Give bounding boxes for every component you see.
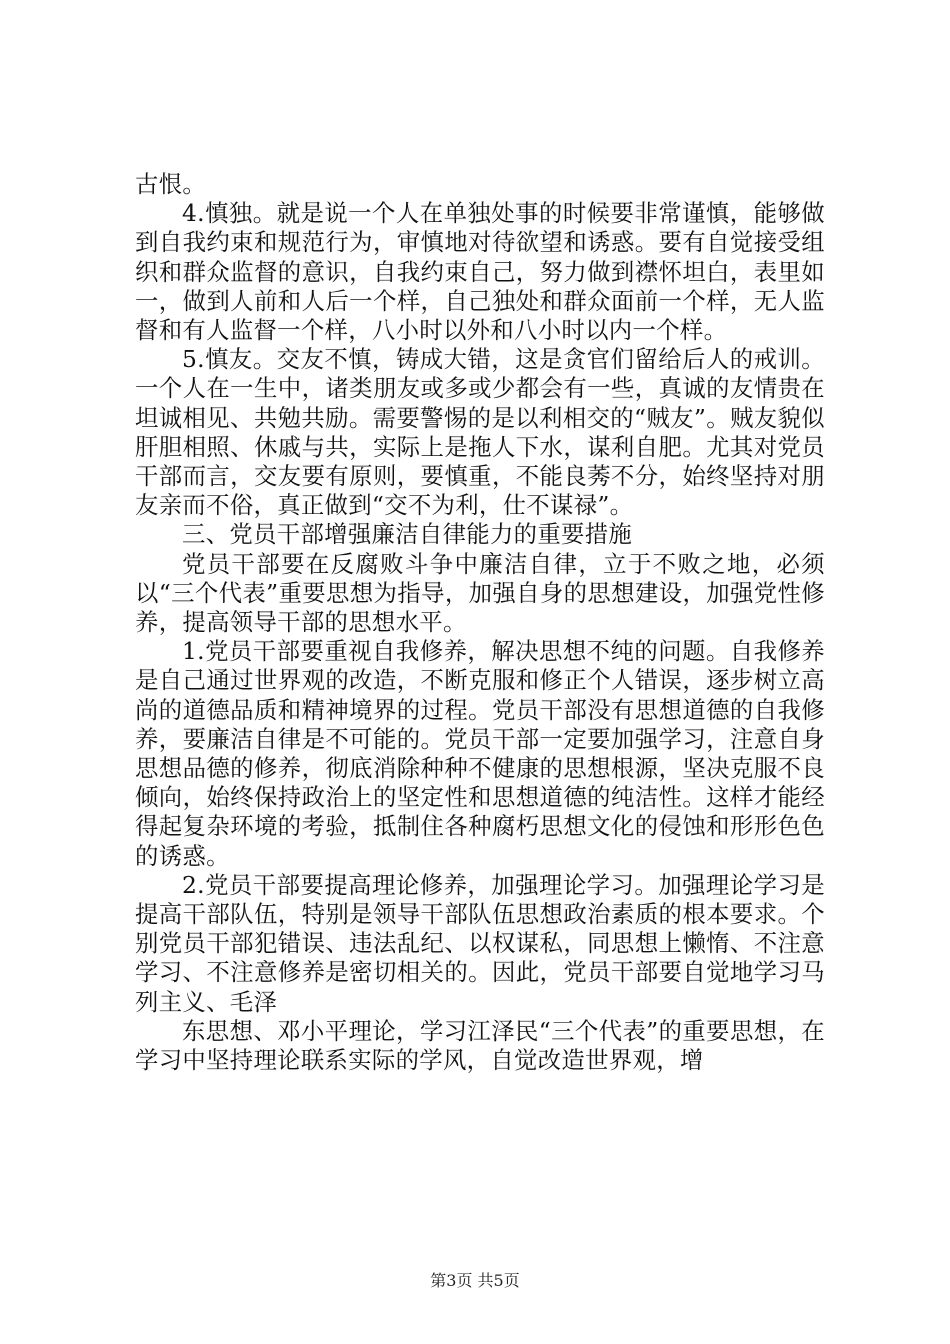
paragraph-section-intro: 党员干部要在反腐败斗争中廉洁自律，立于不败之地，必须以“三个代表”重要思想为指导，加强自身的思想建设，加强党性修养，提高领导干部的思想水平。 [135,549,825,637]
document-body [135,170,825,1075]
paragraph-continuation: 古恨。 [135,170,207,198]
section-heading-3: 三、党员干部增强廉洁自律能力的重要措施 [182,520,633,549]
page-footer: 第3页 共5页 [430,1271,520,1290]
paragraph-point-2: 2.党员干部要提高理论修养，加强理论学习。加强理论学习是提高干部队伍，特别是领导干部队伍思想政治素质的根本要求。个别党员干部犯错误、违法乱纪、以权谋私，同思想上懒惰、不注意学习、不注意修养是密切相关的。因此，党员干部要自觉地学习马列主义、毛泽 [135,870,825,1016]
paragraph-point-1: 1.党员干部要重视自我修养，解决思想不纯的问题。自我修养是自己通过世界观的改造，不断克服和修正个人错误，逐步树立高尚的道德品质和精神境界的过程。党员干部没有思想道德的自我修养，要廉洁自律是不可能的。党员干部一定要加强学习，注意自身思想品德的修养，彻底消除种种不健康的思想根源，坚决克服不良倾向，始终保持政治上的坚定性和思想道德的纯洁性。这样才能经得起复杂环境的考验，抵制住各种腐朽思想文化的侵蚀和形形色色的诱惑。 [135,637,825,870]
paragraph-shenyou: 5.慎友。交友不慎，铸成大错，这是贪官们留给后人的戒训。一个人在一生中，诸类朋友或多或少都会有一些，真诚的友情贵在坦诚相见、共勉共励。需要警惕的是以利相交的“贼友”。贼友貌似肝胆相照、休戚与共，实际上是拖人下水，谋利自肥。尤其对党员干部而言，交友要有原则，要慎重，不能良莠不分，始终坚持对朋友亲而不俗，真正做到“交不为利，仕不谋禄”。 [135,345,825,520]
paragraph-shendu: 4.慎独。就是说一个人在单独处事的时候要非常谨慎，能够做到自我约束和规范行为，审慎地对待欲望和诱惑。要有自觉接受组织和群众监督的意识，自我约束自己，努力做到襟怀坦白，表里如一，做到人前和人后一个样，自己独处和群众面前一个样，无人监督和有人监督一个样，八小时以外和八小时以内一个样。 [135,199,825,345]
paragraph-point-2-continued: 东思想、邓小平理论，学习江泽民“三个代表”的重要思想，在学习中坚持理论联系实际的学风，自觉改造世界观，增 [135,1016,825,1075]
